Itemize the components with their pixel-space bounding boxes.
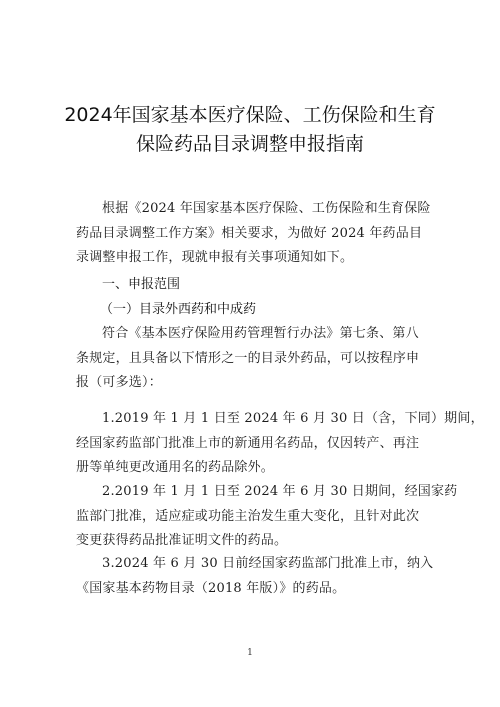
subsection-heading-western-and-chinese-medicine: （一）目录外西药和中成药 [100,302,257,317]
item3-line-1: 3.2024 年 6 月 30 日前经国家药监部门批准上市，纳入 [102,556,434,571]
page-number: 1 [247,648,253,658]
item1-line-2: 经国家药监部门批准上市的新通用名药品，仅因转产、再注 [76,435,420,451]
document-title-line-1: 2024年国家基本医疗保险、工伤保险和生育 [64,104,436,126]
section-heading-scope: 一、申报范围 [102,277,181,292]
intro-line-3: 录调整申报工作，现就申报有关事项通知如下。 [76,250,354,265]
intro-line-2: 药品目录调整工作方案》相关要求，为做好 2024 年药品目 [76,225,423,241]
item1-line-1: 1.2019 年 1 月 1 日至 2024 年 6 月 30 日（含，下同）期间， [102,411,484,426]
item3-line-2: 《国家基本药物目录（2018 年版）》的药品。 [76,580,346,596]
criteria-line-1: 符合《基本医疗保险用药管理暂行办法》第七条、第八 [102,326,419,341]
document-title-line-2: 保险药品目录调整申报指南 [135,133,364,155]
item1-line-3: 册等单纯更改通用名的药品除外。 [76,460,275,475]
list-item-2 [76,480,458,554]
criteria-line-2: 条规定，且具备以下情形之一的目录外药品，可以按程序申 [76,350,420,366]
criteria-intro-paragraph [76,322,436,396]
criteria-line-3: 报（可多选）： [76,375,162,390]
list-item-3 [76,552,436,601]
list-item-1 [76,407,484,481]
item2-line-3: 变更获得药品批准证明文件的药品。 [76,533,288,548]
item2-line-2: 监部门批准，适应症或功能主治发生重大变化，且针对此次 [76,508,420,524]
item2-line-1: 2.2019 年 1 月 1 日至 2024 年 6 月 30 日期间，经国家药 [102,484,458,499]
intro-line-1: 根据《2024 年国家基本医疗保险、工伤保险和生育保险 [102,201,431,216]
intro-paragraph [76,197,436,271]
